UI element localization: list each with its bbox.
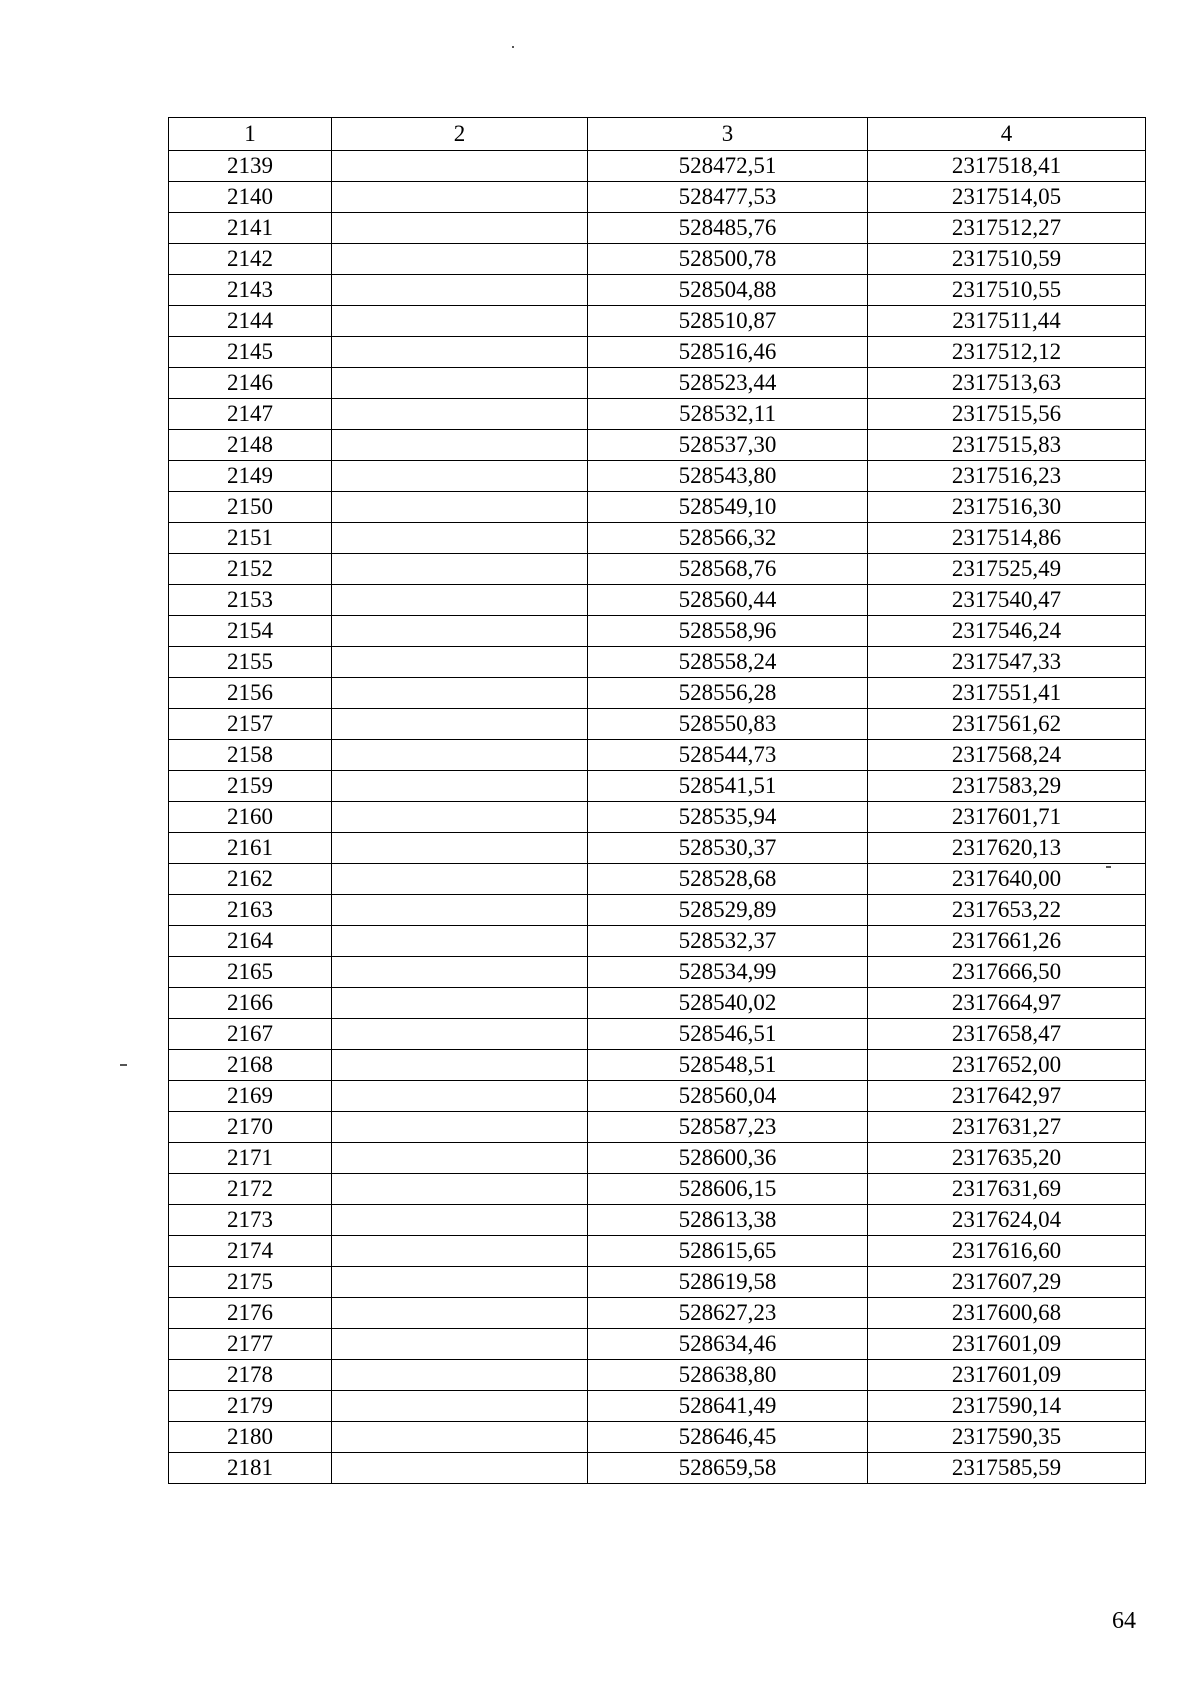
table-row: [169, 523, 1146, 554]
x-coordinate-cell: 528613,38: [588, 1205, 868, 1236]
description-cell: [332, 926, 588, 957]
table-row: [169, 926, 1146, 957]
x-coordinate-cell: 528558,24: [588, 647, 868, 678]
description-cell: [332, 492, 588, 523]
y-coordinate-cell: 2317546,24: [868, 616, 1146, 647]
point-number-cell: 2144: [169, 306, 332, 337]
table-row: [169, 1143, 1146, 1174]
x-coordinate-cell: 528546,51: [588, 1019, 868, 1050]
y-coordinate-cell: 2317512,12: [868, 337, 1146, 368]
description-cell: [332, 244, 588, 275]
point-number-cell: 2148: [169, 430, 332, 461]
table-row: [169, 678, 1146, 709]
y-coordinate-cell: 2317551,41: [868, 678, 1146, 709]
x-coordinate-cell: 528500,78: [588, 244, 868, 275]
table-row: [169, 1019, 1146, 1050]
y-coordinate-cell: 2317631,69: [868, 1174, 1146, 1205]
point-number-cell: 2157: [169, 709, 332, 740]
x-coordinate-cell: 528619,58: [588, 1267, 868, 1298]
point-number-cell: 2161: [169, 833, 332, 864]
table-row: [169, 151, 1146, 182]
description-cell: [332, 1236, 588, 1267]
point-number-cell: 2169: [169, 1081, 332, 1112]
y-coordinate-cell: 2317664,97: [868, 988, 1146, 1019]
x-coordinate-cell: 528535,94: [588, 802, 868, 833]
point-number-cell: 2158: [169, 740, 332, 771]
table-row: [169, 368, 1146, 399]
description-cell: [332, 771, 588, 802]
description-cell: [332, 1019, 588, 1050]
y-coordinate-cell: 2317652,00: [868, 1050, 1146, 1081]
y-coordinate-cell: 2317583,29: [868, 771, 1146, 802]
table-row: [169, 1236, 1146, 1267]
x-coordinate-cell: 528544,73: [588, 740, 868, 771]
point-number-cell: 2164: [169, 926, 332, 957]
table-row: [169, 1391, 1146, 1422]
description-cell: [332, 275, 588, 306]
description-cell: [332, 1143, 588, 1174]
description-cell: [332, 1391, 588, 1422]
table-row: [169, 244, 1146, 275]
y-coordinate-cell: 2317516,30: [868, 492, 1146, 523]
table-row: [169, 1422, 1146, 1453]
scan-speck: [120, 1064, 127, 1066]
x-coordinate-cell: 528510,87: [588, 306, 868, 337]
y-coordinate-cell: 2317601,71: [868, 802, 1146, 833]
x-coordinate-cell: 528600,36: [588, 1143, 868, 1174]
table-row: [169, 1174, 1146, 1205]
point-number-cell: 2139: [169, 151, 332, 182]
description-cell: [332, 430, 588, 461]
point-number-cell: 2141: [169, 213, 332, 244]
point-number-cell: 2172: [169, 1174, 332, 1205]
table-row: [169, 740, 1146, 771]
coordinates-table: [168, 117, 1146, 1484]
point-number-cell: 2178: [169, 1360, 332, 1391]
table-row: [169, 802, 1146, 833]
table-row: [169, 585, 1146, 616]
description-cell: [332, 523, 588, 554]
description-cell: [332, 740, 588, 771]
table-row: [169, 306, 1146, 337]
y-coordinate-cell: 2317510,55: [868, 275, 1146, 306]
point-number-cell: 2170: [169, 1112, 332, 1143]
point-number-cell: 2145: [169, 337, 332, 368]
x-coordinate-cell: 528587,23: [588, 1112, 868, 1143]
y-coordinate-cell: 2317515,56: [868, 399, 1146, 430]
x-coordinate-cell: 528568,76: [588, 554, 868, 585]
column-header-1: 1: [169, 118, 332, 151]
description-cell: [332, 1081, 588, 1112]
x-coordinate-cell: 528646,45: [588, 1422, 868, 1453]
column-header-2: 2: [332, 118, 588, 151]
point-number-cell: 2152: [169, 554, 332, 585]
description-cell: [332, 864, 588, 895]
x-coordinate-cell: 528485,76: [588, 213, 868, 244]
x-coordinate-cell: 528532,37: [588, 926, 868, 957]
point-number-cell: 2147: [169, 399, 332, 430]
description-cell: [332, 554, 588, 585]
table-row: [169, 492, 1146, 523]
description-cell: [332, 1298, 588, 1329]
table-row: [169, 1050, 1146, 1081]
column-header-4: 4: [868, 118, 1146, 151]
description-cell: [332, 1453, 588, 1484]
column-header-3: 3: [588, 118, 868, 151]
point-number-cell: 2142: [169, 244, 332, 275]
y-coordinate-cell: 2317514,86: [868, 523, 1146, 554]
x-coordinate-cell: 528560,44: [588, 585, 868, 616]
x-coordinate-cell: 528566,32: [588, 523, 868, 554]
point-number-cell: 2171: [169, 1143, 332, 1174]
description-cell: [332, 1112, 588, 1143]
point-number-cell: 2160: [169, 802, 332, 833]
table-row: [169, 895, 1146, 926]
point-number-cell: 2181: [169, 1453, 332, 1484]
x-coordinate-cell: 528548,51: [588, 1050, 868, 1081]
y-coordinate-cell: 2317540,47: [868, 585, 1146, 616]
y-coordinate-cell: 2317590,35: [868, 1422, 1146, 1453]
description-cell: [332, 337, 588, 368]
x-coordinate-cell: 528532,11: [588, 399, 868, 430]
table-row: [169, 616, 1146, 647]
x-coordinate-cell: 528472,51: [588, 151, 868, 182]
y-coordinate-cell: 2317600,68: [868, 1298, 1146, 1329]
point-number-cell: 2146: [169, 368, 332, 399]
y-coordinate-cell: 2317642,97: [868, 1081, 1146, 1112]
y-coordinate-cell: 2317631,27: [868, 1112, 1146, 1143]
point-number-cell: 2154: [169, 616, 332, 647]
y-coordinate-cell: 2317607,29: [868, 1267, 1146, 1298]
point-number-cell: 2173: [169, 1205, 332, 1236]
x-coordinate-cell: 528606,15: [588, 1174, 868, 1205]
table-body: [169, 151, 1146, 1484]
table-row: [169, 1329, 1146, 1360]
x-coordinate-cell: 528549,10: [588, 492, 868, 523]
description-cell: [332, 1267, 588, 1298]
table-header: [169, 118, 1146, 151]
table-row: [169, 1298, 1146, 1329]
description-cell: [332, 585, 588, 616]
point-number-cell: 2175: [169, 1267, 332, 1298]
table-row: [169, 182, 1146, 213]
y-coordinate-cell: 2317601,09: [868, 1329, 1146, 1360]
description-cell: [332, 213, 588, 244]
point-number-cell: 2149: [169, 461, 332, 492]
table-row: [169, 275, 1146, 306]
description-cell: [332, 182, 588, 213]
description-cell: [332, 461, 588, 492]
y-coordinate-cell: 2317511,44: [868, 306, 1146, 337]
description-cell: [332, 399, 588, 430]
point-number-cell: 2166: [169, 988, 332, 1019]
table-row: [169, 709, 1146, 740]
y-coordinate-cell: 2317514,05: [868, 182, 1146, 213]
description-cell: [332, 1050, 588, 1081]
y-coordinate-cell: 2317510,59: [868, 244, 1146, 275]
point-number-cell: 2165: [169, 957, 332, 988]
table-row: [169, 1081, 1146, 1112]
x-coordinate-cell: 528627,23: [588, 1298, 868, 1329]
y-coordinate-cell: 2317616,60: [868, 1236, 1146, 1267]
description-cell: [332, 1205, 588, 1236]
y-coordinate-cell: 2317624,04: [868, 1205, 1146, 1236]
point-number-cell: 2179: [169, 1391, 332, 1422]
x-coordinate-cell: 528528,68: [588, 864, 868, 895]
point-number-cell: 2177: [169, 1329, 332, 1360]
y-coordinate-cell: 2317601,09: [868, 1360, 1146, 1391]
y-coordinate-cell: 2317653,22: [868, 895, 1146, 926]
point-number-cell: 2163: [169, 895, 332, 926]
x-coordinate-cell: 528534,99: [588, 957, 868, 988]
point-number-cell: 2151: [169, 523, 332, 554]
y-coordinate-cell: 2317590,14: [868, 1391, 1146, 1422]
point-number-cell: 2168: [169, 1050, 332, 1081]
y-coordinate-cell: 2317635,20: [868, 1143, 1146, 1174]
description-cell: [332, 1329, 588, 1360]
table-row: [169, 213, 1146, 244]
description-cell: [332, 647, 588, 678]
x-coordinate-cell: 528540,02: [588, 988, 868, 1019]
scan-speck: [512, 46, 514, 48]
y-coordinate-cell: 2317561,62: [868, 709, 1146, 740]
x-coordinate-cell: 528550,83: [588, 709, 868, 740]
y-coordinate-cell: 2317512,27: [868, 213, 1146, 244]
y-coordinate-cell: 2317640,00: [868, 864, 1146, 895]
x-coordinate-cell: 528529,89: [588, 895, 868, 926]
description-cell: [332, 1422, 588, 1453]
point-number-cell: 2180: [169, 1422, 332, 1453]
x-coordinate-cell: 528659,58: [588, 1453, 868, 1484]
description-cell: [332, 709, 588, 740]
table-row: [169, 988, 1146, 1019]
x-coordinate-cell: 528477,53: [588, 182, 868, 213]
description-cell: [332, 151, 588, 182]
table-row: [169, 461, 1146, 492]
y-coordinate-cell: 2317661,26: [868, 926, 1146, 957]
y-coordinate-cell: 2317513,63: [868, 368, 1146, 399]
x-coordinate-cell: 528537,30: [588, 430, 868, 461]
y-coordinate-cell: 2317518,41: [868, 151, 1146, 182]
table-row: [169, 1112, 1146, 1143]
x-coordinate-cell: 528615,65: [588, 1236, 868, 1267]
x-coordinate-cell: 528523,44: [588, 368, 868, 399]
point-number-cell: 2155: [169, 647, 332, 678]
x-coordinate-cell: 528638,80: [588, 1360, 868, 1391]
table-row: [169, 554, 1146, 585]
x-coordinate-cell: 528556,28: [588, 678, 868, 709]
x-coordinate-cell: 528504,88: [588, 275, 868, 306]
y-coordinate-cell: 2317547,33: [868, 647, 1146, 678]
table-row: [169, 1360, 1146, 1391]
point-number-cell: 2176: [169, 1298, 332, 1329]
description-cell: [332, 957, 588, 988]
y-coordinate-cell: 2317515,83: [868, 430, 1146, 461]
x-coordinate-cell: 528560,04: [588, 1081, 868, 1112]
y-coordinate-cell: 2317568,24: [868, 740, 1146, 771]
table-row: [169, 647, 1146, 678]
point-number-cell: 2156: [169, 678, 332, 709]
description-cell: [332, 988, 588, 1019]
x-coordinate-cell: 528543,80: [588, 461, 868, 492]
y-coordinate-cell: 2317585,59: [868, 1453, 1146, 1484]
point-number-cell: 2159: [169, 771, 332, 802]
description-cell: [332, 1174, 588, 1205]
description-cell: [332, 802, 588, 833]
table-row: [169, 864, 1146, 895]
table-row: [169, 957, 1146, 988]
point-number-cell: 2162: [169, 864, 332, 895]
header-row: [169, 118, 1146, 151]
x-coordinate-cell: 528558,96: [588, 616, 868, 647]
x-coordinate-cell: 528530,37: [588, 833, 868, 864]
table-row: [169, 833, 1146, 864]
description-cell: [332, 616, 588, 647]
description-cell: [332, 306, 588, 337]
x-coordinate-cell: 528541,51: [588, 771, 868, 802]
x-coordinate-cell: 528516,46: [588, 337, 868, 368]
description-cell: [332, 833, 588, 864]
y-coordinate-cell: 2317516,23: [868, 461, 1146, 492]
y-coordinate-cell: 2317658,47: [868, 1019, 1146, 1050]
x-coordinate-cell: 528634,46: [588, 1329, 868, 1360]
y-coordinate-cell: 2317620,13: [868, 833, 1146, 864]
y-coordinate-cell: 2317525,49: [868, 554, 1146, 585]
y-coordinate-cell: 2317666,50: [868, 957, 1146, 988]
page-number: 64: [1112, 1608, 1136, 1634]
table-row: [169, 1205, 1146, 1236]
description-cell: [332, 678, 588, 709]
table-row: [169, 771, 1146, 802]
point-number-cell: 2153: [169, 585, 332, 616]
point-number-cell: 2140: [169, 182, 332, 213]
description-cell: [332, 368, 588, 399]
table-row: [169, 430, 1146, 461]
point-number-cell: 2167: [169, 1019, 332, 1050]
table-row: [169, 1453, 1146, 1484]
description-cell: [332, 1360, 588, 1391]
point-number-cell: 2174: [169, 1236, 332, 1267]
description-cell: [332, 895, 588, 926]
point-number-cell: 2150: [169, 492, 332, 523]
table-row: [169, 1267, 1146, 1298]
table-row: [169, 399, 1146, 430]
table-row: [169, 337, 1146, 368]
point-number-cell: 2143: [169, 275, 332, 306]
x-coordinate-cell: 528641,49: [588, 1391, 868, 1422]
